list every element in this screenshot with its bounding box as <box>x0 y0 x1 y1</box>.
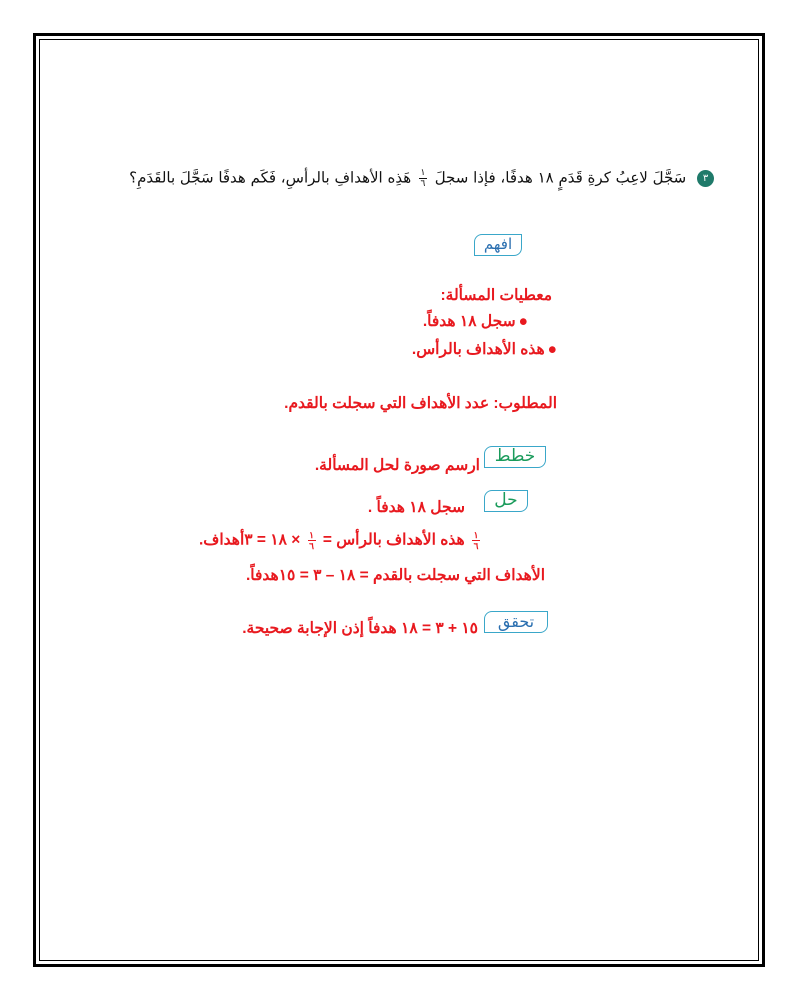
fraction-denominator: ٦ <box>473 541 479 551</box>
solve-fraction-1 <box>472 530 480 551</box>
bullet-icon: ● <box>518 313 528 330</box>
solve-tag: حل <box>484 490 528 512</box>
question-text-part1: سَجَّلَ لاعِبُ كرةِ قَدَمٍ ١٨ هدفًا، فإذا سجلَ <box>434 168 687 187</box>
fraction-numerator: ١ <box>309 530 315 540</box>
plan-tag: خطط <box>484 446 546 468</box>
bullet-icon: ● <box>547 341 557 358</box>
question-number-badge: ٣ <box>697 170 714 187</box>
fraction-denominator: ٦ <box>309 541 315 551</box>
question-fraction <box>419 168 427 189</box>
question-line <box>129 168 714 189</box>
check-line: ١٥ + ٣ = ١٨ هدفاً إذن الإجابة صحيحة. <box>242 620 478 637</box>
solve-line-2-text: هذه الأهداف بالرأس = <box>322 531 465 549</box>
solve-line-2-result: × ١٨ = ٣أهداف. <box>198 531 301 549</box>
given-item-2-text: هذه الأهداف بالرأس. <box>411 341 545 358</box>
solve-line-2 <box>199 530 483 551</box>
fraction-numerator: ١ <box>420 168 426 178</box>
given-item-2 <box>412 340 557 359</box>
required-line: المطلوب: عدد الأهداف التي سجلت بالقدم. <box>284 395 557 412</box>
fraction-denominator: ٦ <box>420 179 426 189</box>
question-text-part2: هَذِه الأهدافِ بالرأسِ، فَكَم هدفًا سَجَّلَ بالقَدَمِ؟ <box>129 168 412 187</box>
understand-tag: افهم <box>474 234 522 256</box>
givens-title: معطيات المسألة: <box>440 287 552 304</box>
solve-fraction-2 <box>308 530 316 551</box>
given-item-1-text: سجل ١٨ هدفاً. <box>422 313 516 330</box>
check-tag: تحقق <box>484 611 548 633</box>
fraction-numerator: ١ <box>473 530 479 540</box>
given-item-1 <box>423 312 528 331</box>
solve-line-3: الأهداف التي سجلت بالقدم = ١٨ – ٣ = ١٥هدفاً. <box>245 567 545 584</box>
plan-text: ارسم صورة لحل المسألة. <box>314 457 480 474</box>
solve-line-1: سجل ١٨ هدفاً . <box>367 499 465 516</box>
